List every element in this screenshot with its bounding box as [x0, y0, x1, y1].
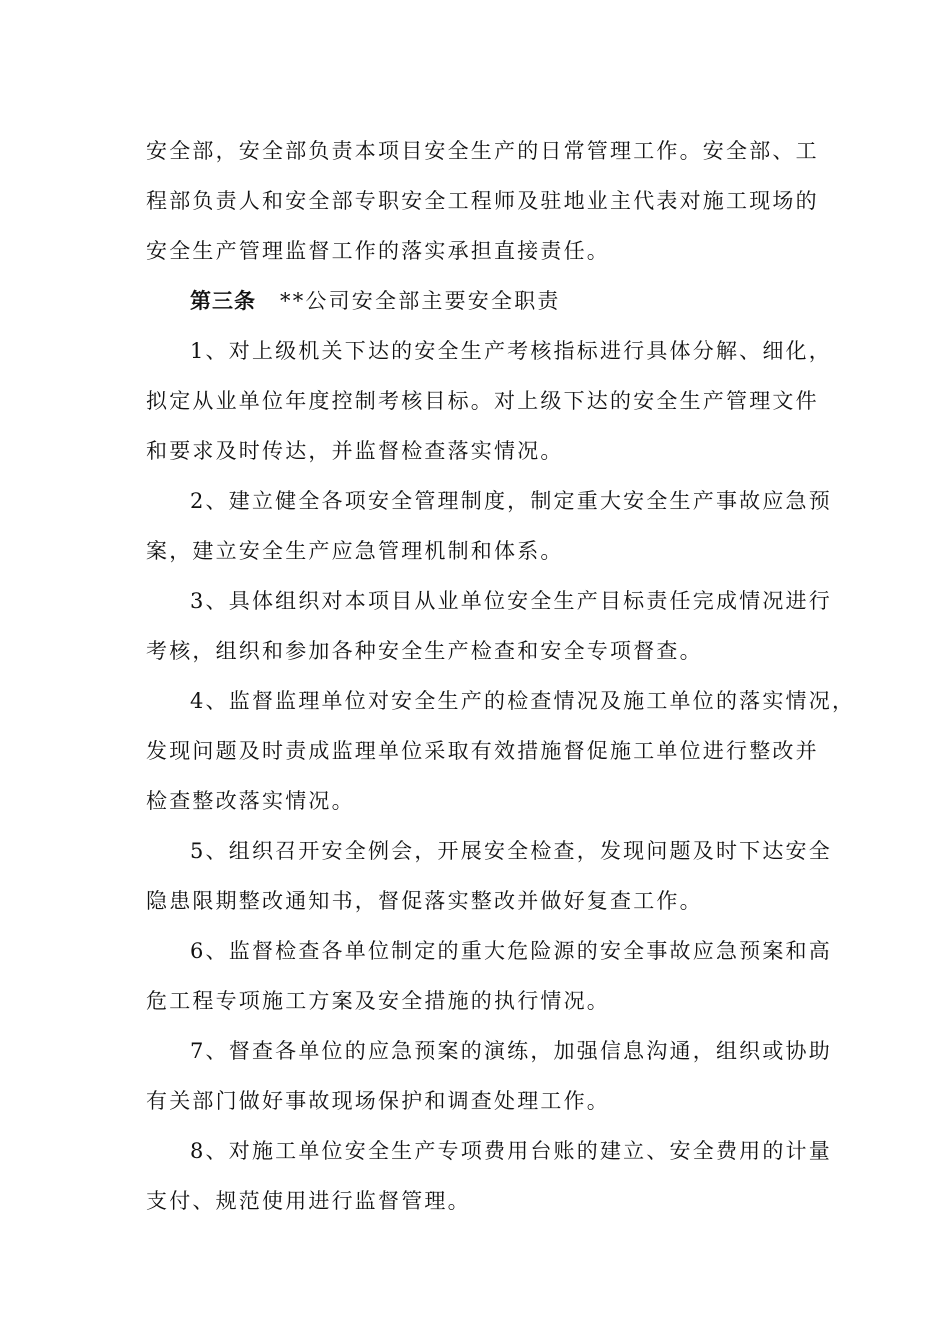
list-item-4-line-3: 检查整改落实情况。: [146, 789, 355, 813]
article-title: **公司安全部主要安全职责: [280, 289, 561, 313]
list-item-3-line-2: 考核，组织和参加各种安全生产检查和安全专项督查。: [146, 639, 703, 663]
list-item-4-line-1: 4、监督监理单位对安全生产的检查情况及施工单位的落实情况，: [190, 689, 856, 713]
list-item-5-line-1: 5、组织召开安全例会，开展安全检查，发现问题及时下达安全: [190, 839, 832, 863]
list-item-5-line-2: 隐患限期整改通知书，督促落实整改并做好复查工作。: [146, 889, 703, 913]
list-item-2-line-1: 2、建立健全各项安全管理制度，制定重大安全生产事故应急预: [190, 489, 832, 513]
list-item-7-line-1: 7、督查各单位的应急预案的演练，加强信息沟通，组织或协助: [190, 1039, 832, 1063]
list-item-2-line-2: 案，建立安全生产应急管理机制和体系。: [146, 539, 564, 563]
list-item-1-line-1: 1、对上级机关下达的安全生产考核指标进行具体分解、细化，: [190, 339, 832, 363]
article-heading: [190, 281, 850, 321]
list-item-1-line-3: 和要求及时传达，并监督检查落实情况。: [146, 439, 564, 463]
article-label: 第三条: [190, 289, 256, 313]
list-item-1-line-2: 拟定从业单位年度控制考核目标。对上级下达的安全生产管理文件: [146, 389, 819, 413]
list-item-3-line-1: 3、具体组织对本项目从业单位安全生产目标责任完成情况进行: [190, 589, 832, 613]
paragraph-line: 安全生产管理监督工作的落实承担直接责任。: [146, 239, 610, 263]
list-item-8-line-2: 支付、规范使用进行监督管理。: [146, 1189, 471, 1213]
paragraph-line: 程部负责人和安全部专职安全工程师及驻地业主代表对施工现场的: [146, 189, 819, 213]
list-item-4-line-2: 发现问题及时责成监理单位采取有效措施督促施工单位进行整改并: [146, 739, 819, 763]
paragraph-line: 安全部，安全部负责本项目安全生产的日常管理工作。安全部、工: [146, 139, 819, 163]
list-item-8-line-1: 8、对施工单位安全生产专项费用台账的建立、安全费用的计量: [190, 1139, 832, 1163]
list-item-7-line-2: 有关部门做好事故现场保护和调查处理工作。: [146, 1089, 610, 1113]
list-item-6-line-2: 危工程专项施工方案及安全措施的执行情况。: [146, 989, 610, 1013]
list-item-6-line-1: 6、监督检查各单位制定的重大危险源的安全事故应急预案和高: [190, 939, 832, 963]
